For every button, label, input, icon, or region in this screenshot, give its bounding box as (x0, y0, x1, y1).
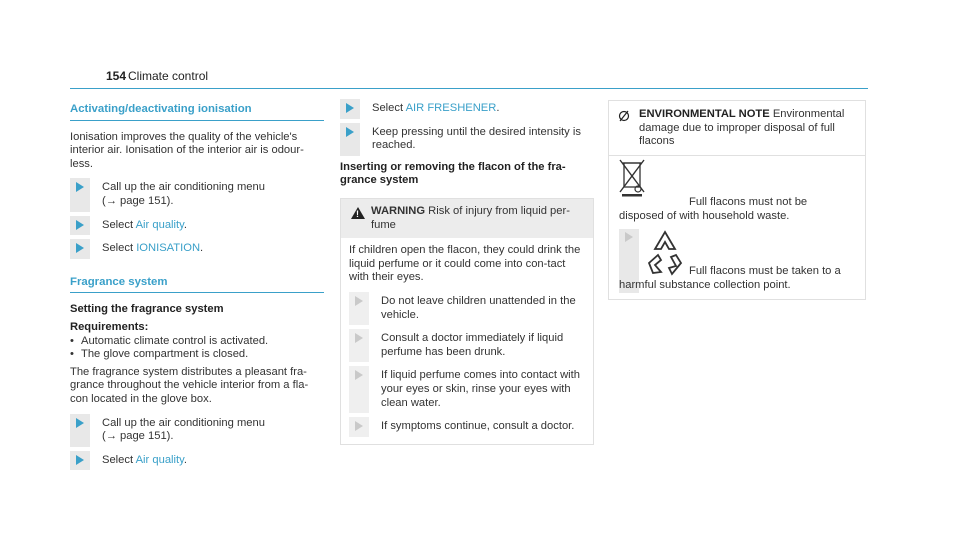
fragrance-description: The fragrance system distributes a pleasant fra-grance throughout the vehicle interior from a fla-con located in the glove box. (70, 365, 309, 405)
environment-icon (618, 110, 630, 122)
arrow-step-icon (76, 220, 84, 230)
step-suffix: . (183, 218, 187, 231)
arrow-step-icon (76, 182, 84, 192)
step-suffix: . (200, 242, 204, 255)
warning-step (349, 332, 585, 359)
step-call-menu (70, 181, 324, 208)
warning-step (349, 295, 585, 322)
page-header-title: Climate control (128, 69, 209, 83)
step-text: Call up the air conditioning menu (102, 181, 265, 194)
warning-step (349, 369, 585, 410)
column-2 (340, 98, 594, 445)
warning-box (340, 198, 594, 445)
step-text: Consult a doctor immediately if liquid perfume has been drunk. (381, 332, 564, 358)
step-prefix: Select (102, 218, 136, 231)
collection-note (619, 265, 855, 292)
environmental-note-text: Environmental damage due to improper disposal of full flacons (639, 108, 845, 148)
step-text: If liquid perfume comes into contact with your eyes or skin, rinse your eyes with clean water. (381, 369, 580, 409)
page-reference: (→ page 151). (102, 194, 174, 207)
step-text: Call up the air conditioning menu (102, 416, 265, 429)
disposal-note (619, 196, 855, 223)
menu-item-air-quality: Air quality (135, 453, 184, 466)
collection-text: Full flacons must be taken to a harmful substance collection point. (619, 265, 841, 291)
step-text: If symptoms continue, consult a doctor. (381, 420, 575, 433)
arrow-step-icon (355, 296, 363, 306)
warning-body (341, 238, 593, 444)
step-select-air-freshener (340, 102, 594, 116)
header-rule (70, 88, 868, 89)
arrow-step-icon (346, 127, 354, 137)
arrow-step-icon (355, 333, 363, 343)
menu-item-ionisation: IONISATION (136, 242, 201, 255)
arrow-step-icon (76, 418, 84, 428)
arrow-step-icon (355, 421, 363, 431)
section-title-fragrance: Fragrance system (70, 276, 324, 294)
arrow-step-icon (346, 103, 354, 113)
disposal-text: Full flacons must not be disposed of with household waste. (619, 196, 808, 222)
step-select-air-quality (70, 454, 324, 468)
warning-exclamation: ! (356, 208, 359, 219)
collection-step (619, 229, 855, 295)
requirement-item: • Automatic climate control is activated. (70, 335, 324, 349)
setting-fragrance-title: Setting the fragrance system (70, 303, 224, 316)
column-1 (70, 103, 324, 475)
warning-label: WARNING (371, 204, 426, 217)
step-prefix: Select (102, 453, 136, 466)
step-text: Keep pressing until the desired intensity is reached. (372, 125, 581, 152)
inserting-flacon-title: Inserting or removing the flacon of the fra-grance system (340, 160, 566, 187)
step-text: Do not leave children unattended in the vehicle. (381, 294, 576, 321)
requirements-label: Requirements: (70, 320, 149, 333)
arrow-step-icon (76, 455, 84, 465)
arrow-step-icon (76, 243, 84, 253)
environmental-note-box (608, 100, 866, 300)
menu-item-air-quality: Air quality (135, 218, 184, 231)
page-reference: (→ page 151). (102, 430, 174, 443)
step-suffix: . (183, 453, 187, 466)
environmental-note-label: ENVIRONMENTAL NOTE (639, 108, 770, 120)
warning-text: Risk of injury from liquid per-fume (371, 204, 570, 231)
step-select-air-quality (70, 219, 324, 233)
environmental-note-header (609, 101, 865, 156)
warning-step (349, 420, 585, 434)
menu-item-air-freshener: AIR FRESHENER (405, 102, 497, 114)
step-prefix: Select (372, 102, 406, 114)
requirement-item: • The glove compartment is closed. (70, 348, 324, 362)
step-keep-pressing (340, 126, 594, 153)
arrow-step-icon (355, 370, 363, 380)
warning-description: If children open the flacon, they could drink the liquid perfume or it could come into con-tact with their eyes. (349, 244, 581, 284)
ionisation-intro: Ionisation improves the quality of the vehicle's interior air. Ionisation of the interior air is odour-less. (70, 130, 304, 170)
step-select-ionisation (70, 242, 324, 256)
arrow-step-icon (625, 232, 633, 242)
warning-header (341, 199, 593, 238)
page-number: 154 (106, 69, 127, 83)
step-call-menu (70, 417, 324, 444)
step-prefix: Select (102, 242, 137, 255)
step-suffix: . (496, 102, 500, 114)
section-title-ionisation: Activating/deactivating ionisation (70, 103, 324, 121)
